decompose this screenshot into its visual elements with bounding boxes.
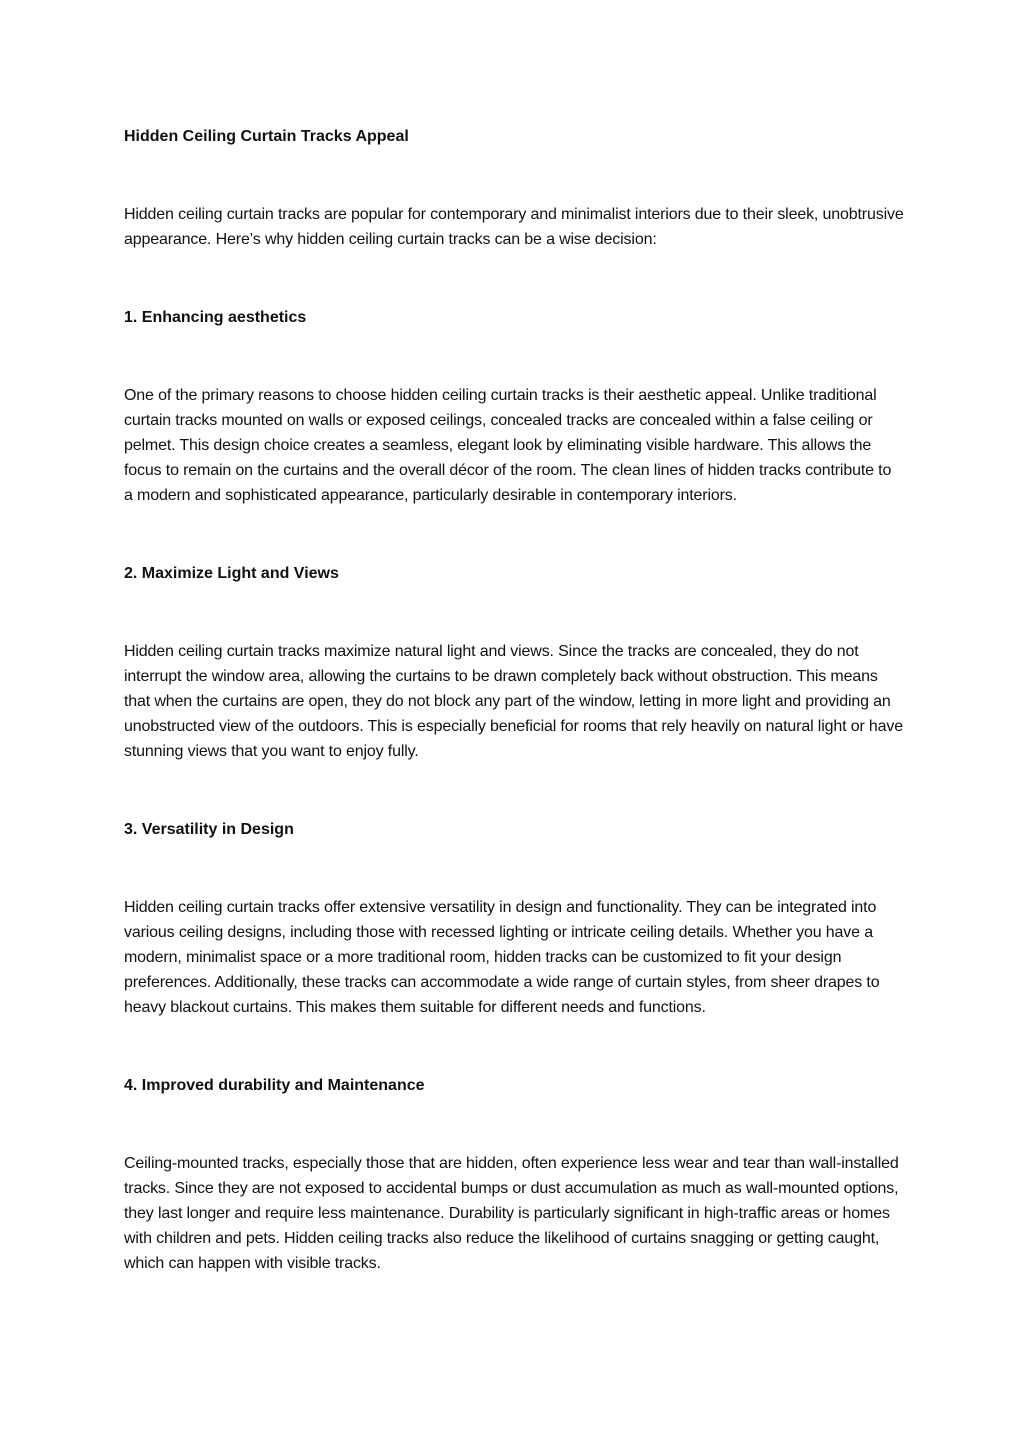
- document-title: Hidden Ceiling Curtain Tracks Appeal: [124, 128, 409, 145]
- section-heading: 3. Versatility in Design: [124, 821, 294, 838]
- section-paragraph: Hidden ceiling curtain tracks maximize natural light and views. Since the tracks are concealed, they do not interrupt the window area, allowing the curtains to be drawn completely back without obstruction. This means that when the curtains are open, they do not block any part of the window, letting in more light and providing an unobstructed view of the outdoors. This is especially beneficial for rooms that rely heavily on natural light or have stunning views that you want to enjoy fully.: [124, 643, 904, 760]
- intro-paragraph: Hidden ceiling curtain tracks are popular for contemporary and minimalist interiors due to their sleek, unobtrusive appearance. Here’s why hidden ceiling curtain tracks can be a wise decision:: [124, 206, 904, 248]
- document-content: [124, 124, 904, 1329]
- section-paragraph: One of the primary reasons to choose hidden ceiling curtain tracks is their aesthetic appeal. Unlike traditional curtain tracks mounted on walls or exposed ceilings, concealed tracks are concealed within a false ceiling or pelmet. This design choice creates a seamless, elegant look by eliminating visible hardware. This allows the focus to remain on the curtains and the overall décor of the room. The clean lines of hidden tracks contribute to a modern and sophisticated appearance, particularly desirable in contemporary interiors.: [124, 387, 892, 504]
- section-heading: 4. Improved durability and Maintenance: [124, 1077, 425, 1094]
- section-paragraph: Ceiling-mounted tracks, especially those that are hidden, often experience less wear and tear than wall-installed tracks. Since they are not exposed to accidental bumps or dust accumulation as much as wall-mounted options, they last longer and require less maintenance. Durability is particularly significant in high-traffic areas or homes with children and pets. Hidden ceiling tracks also reduce the likelihood of curtains snagging or getting caught, which can happen with visible tracks.: [124, 1155, 899, 1272]
- section-paragraph: Hidden ceiling curtain tracks offer extensive versatility in design and functionality. They can be integrated into various ceiling designs, including those with recessed lighting or intricate ceiling details. Whether you have a modern, minimalist space or a more traditional room, hidden tracks can be customized to fit your design preferences. Additionally, these tracks can accommodate a wide range of curtain styles, from sheer drapes to heavy blackout curtains. This makes them suitable for different needs and functions.: [124, 899, 880, 1016]
- section-versatility: [124, 817, 904, 1020]
- section-maximize-light: [124, 561, 904, 764]
- section-heading: 1. Enhancing aesthetics: [124, 309, 307, 326]
- section-enhancing-aesthetics: [124, 305, 904, 508]
- section-durability: [124, 1073, 904, 1276]
- section-heading: 2. Maximize Light and Views: [124, 565, 339, 582]
